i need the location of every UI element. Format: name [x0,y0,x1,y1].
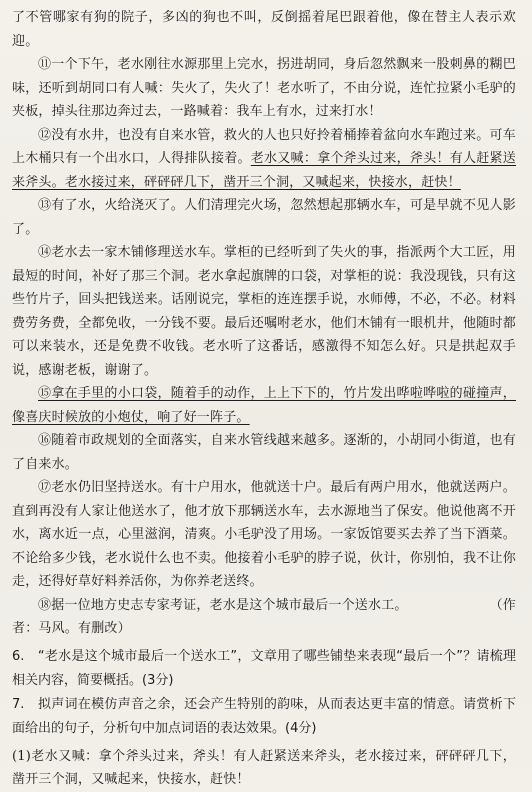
paragraph-18-text: ⑱据一位地方史志专家考证，老水是这个城市最后一个送水工。 [38,597,408,613]
question-6: 6. “老水是这个城市最后一个送水工”，文章用了哪些铺垫来表现“最后一个”？请梳理相关内容，简要概括。(3分) [12,648,516,688]
attribution-open: （作 [489,597,516,613]
paragraph-13: ⑬有了水，火给浇灭了。人们清理完火场，忽然想起那辆水车，可是早就不见人影了。 [12,198,516,237]
paragraph-18 [12,594,516,618]
paragraph-16: ⑯随着市政规划的全面落实，自来水管线越来越多。逐渐的，小胡同小街道，也有了自来水。 [12,433,516,472]
attribution: 者：马风。有删改） [12,621,131,636]
paragraph-12-plain: ⑫没有水井，也没有自来水管，救火的人也只好拎着桶捧着盆向水车跑过来。可车上木桶只有一个出水口，人得排队接着。 [12,127,516,166]
paragraph-17: ⑰老水仍旧坚持送水。有十户用水，他就送十户。最后有两户用水，他就送两户。直到再没有人家让他送水了，他才放下那辆送水车，去水源地当了保安。他说他离不开水，离水近一点，心里滋润，清爽。小毛驴没了用场。一家饭馆要买去养了当下酒菜。不论给多少钱，老水说什么也不卖。他接着小毛驴的脖子说，伙计，你别怕，我不让你走，还得好草好料养活你，为你养老送终。 [12,480,516,589]
question-7: 7. 拟声词在模仿声音之余，还会产生特别的韵味，从而表达更丰富的情意。请赏析下面给出的句子，分析句中加点词语的表达效果。(4分) [12,696,516,736]
paragraph-15: ⑮拿在手里的小口袋，随着手的动作，上上下下的，竹片发出哗啦哗啦的碰撞声，像喜庆时候放的小炮仗，响了好一阵子。 [12,386,516,425]
paragraph-12-underlined: 老水又喊：拿个斧头过来，斧头！有人赶紧送来斧头。老水接过来，砰砰砰几下，凿开三个洞，又喊起来，快接水，赶快！ [12,151,516,190]
paragraph-14: ⑭老水去一家木铺修理送水车。掌柜的已经听到了失火的事，指派两个大工匠，用最短的时间，补好了那三个洞。老水拿起旗牌的口袋，对掌柜的说：我没现钱，只有这些竹片子，回头把钱送来。话刚说完，掌柜的连连摆手说，水师傅，不必，不必。材料费劳务费，全都免收，一分钱不要。最后还嘱咐老水，他们木铺有一眼机井，他随时都可以来装水，还是免费不收钱。老水听了这番话，感激得不知怎么好。只是拱起双手说，感谢老板，谢谢了。 [12,245,516,378]
paragraph-11: ⑪一个下午，老水刚往水源那里上完水，拐进胡同，身后忽然飘来一股刺鼻的糊巴味，还听到胡同口有人喊：失火了，失火了！老水听了，不由分说，连忙拉紧小毛驴的夹板，掉头往那边奔过去，一路喊着：我车上有水，过来打水！ [12,57,516,119]
paragraph-12 [12,124,516,195]
question-7-item-1: (1)老水又喊：拿个斧头过来，斧头！有人赶紧送来斧头，老水接过来，砰砰砰几下，凿开三个洞，又喊起来，快接水，赶快！ [12,748,516,787]
paragraph-10-tail: 了不管哪家有狗的院子，多凶的狗也不叫，反倒摇着尾巴跟着他，像在替主人表示欢迎。 [12,10,516,49]
